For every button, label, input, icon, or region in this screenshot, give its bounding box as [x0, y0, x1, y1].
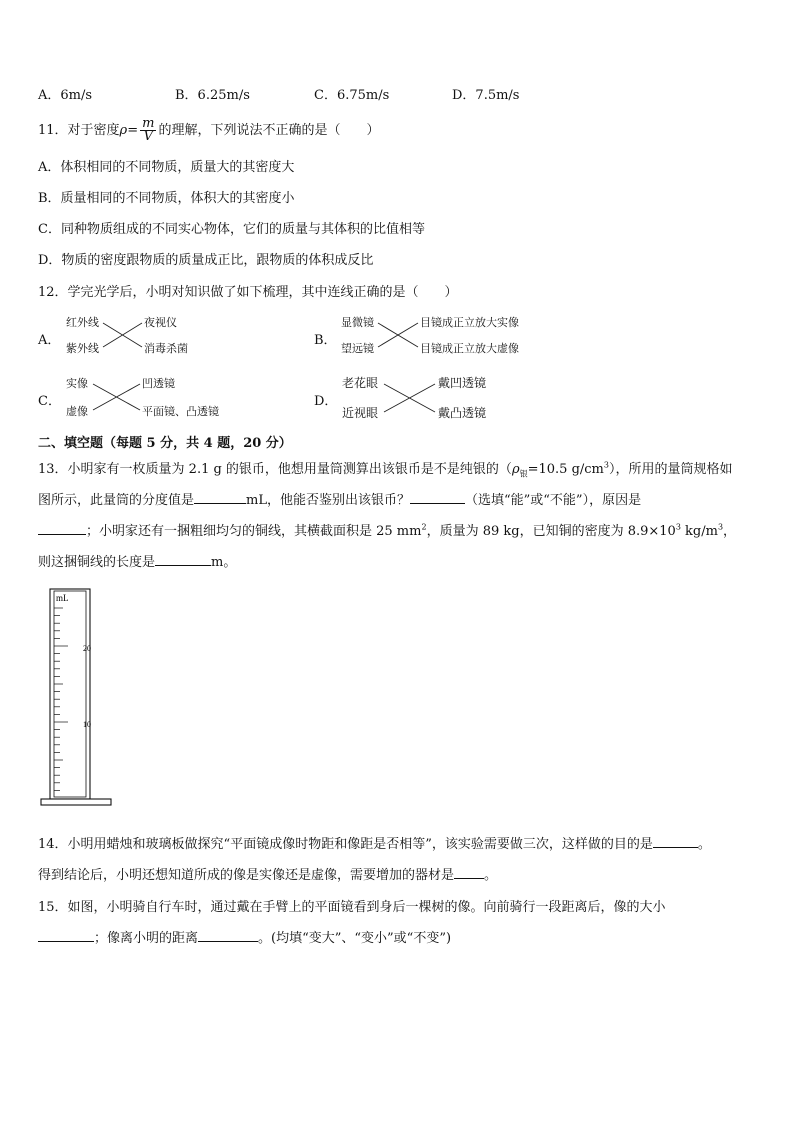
q12-stem: 12．学完光学后，小明对知识做了如下梳理，其中连线正确的是（ ）	[38, 285, 458, 300]
rho-symbol: ρ	[511, 462, 520, 477]
answer-blank[interactable]	[38, 928, 94, 942]
q13-text: kg/m	[680, 524, 718, 539]
cylinder-mark-20: 20	[83, 644, 91, 653]
q13-text: mL，他能否鉴别出该银币？	[246, 493, 410, 508]
q12-a-right-1: 夜视仪	[144, 316, 177, 329]
fraction-numerator: m	[142, 116, 155, 131]
rho-subscript: 银	[519, 469, 528, 479]
q14-line-2	[38, 864, 497, 883]
q11-option-a: A．体积相同的不同物质，质量大的其密度大	[38, 160, 295, 175]
q12-option-b-label: B．	[314, 333, 337, 348]
answer-blank[interactable]	[194, 490, 246, 504]
q12-option-a-label: A．	[38, 333, 61, 348]
q12-d-right-2: 戴凸透镜	[438, 406, 487, 420]
superscript: 2	[421, 522, 427, 532]
q12-c-cross-lines	[66, 375, 246, 419]
q12-d-cross-lines	[342, 374, 522, 420]
q14-text: 得到结论后，小明还想知道所成的像是实像还是虚像，需要增加的器材是	[38, 868, 455, 883]
q14-line-1	[38, 833, 711, 852]
superscript: 3	[717, 522, 724, 532]
q13-text: 图所示，此量筒的分度值是	[38, 493, 195, 508]
q11-option-c: C．同种物质组成的不同实心物体，它们的质量与其体积的比值相等	[38, 222, 425, 237]
q12-a-cross-lines	[66, 314, 226, 358]
q12-option-d-label: D．	[314, 394, 338, 409]
section-title: 二、填空题（每题 5 分，共 4 题，20 分）	[38, 436, 292, 451]
rho-symbol: ρ	[119, 123, 128, 138]
q12-option-b-matching	[341, 314, 541, 358]
q10-option-d: D．7.5m/s	[452, 88, 520, 103]
q12-a-left-1: 红外线	[66, 316, 99, 329]
answer-blank[interactable]	[454, 865, 484, 879]
q14-text: 。	[697, 837, 711, 852]
q13-text: 则这捆铜线的长度是	[38, 555, 156, 570]
q13-text: ，质量为 89 kg，已知铜的密度为 8.9×10	[426, 524, 676, 539]
equals-sign: =	[127, 123, 139, 138]
cylinder-mark-10: 10	[83, 720, 91, 729]
q12-b-cross-lines	[341, 314, 541, 358]
q13-text: ），所用的量筒规格如	[608, 462, 733, 477]
q13-text: ，	[723, 524, 737, 539]
q12-d-left-2: 近视眼	[342, 406, 379, 420]
q13-text: =10.5 g/cm	[527, 462, 604, 477]
cylinder-base	[41, 799, 111, 805]
superscript: 3	[675, 522, 681, 532]
q13-text: （选填“能”或“不能”），原因是	[464, 493, 642, 508]
q11-stem-prefix: 11．对于密度	[38, 123, 120, 138]
density-fraction	[140, 118, 156, 143]
q12-b-left-1: 显微镜	[341, 316, 374, 329]
q12-option-c-matching	[66, 375, 246, 419]
q12-b-right-2: 目镜成正立放大虚像	[420, 342, 519, 355]
q12-c-left-2: 虚像	[66, 405, 88, 418]
q11-option-d: D．物质的密度跟物质的质量成正比，跟物质的体积成反比	[38, 253, 374, 268]
q13-text: 13．小明家有一枚质量为 2.1 g 的银币，他想用量筒测算出该银币是不是纯银的（	[38, 462, 512, 477]
q12-b-left-2: 望远镜	[341, 342, 374, 355]
q10-option-a: A．6m/s	[38, 88, 93, 103]
q12-option-d-matching	[342, 374, 522, 420]
answer-blank[interactable]	[653, 834, 698, 848]
answer-blank[interactable]	[38, 521, 86, 535]
cylinder-unit-label: mL	[56, 593, 69, 603]
answer-blank[interactable]	[155, 552, 211, 566]
q15-line-1: 15．如图，小明骑自行车时，通过戴在手臂上的平面镜看到身后一棵树的像。向前骑行一段距离后，像的大小	[38, 900, 666, 915]
q13-text: ；小明家还有一捆粗细均匀的铜线，其横截面积是 25 mm	[86, 524, 422, 539]
q10-option-b: B．6.25m/s	[175, 88, 250, 103]
q12-c-left-1: 实像	[66, 377, 88, 390]
q13-line-2	[38, 489, 641, 508]
q12-d-right-1: 戴凹透镜	[438, 376, 487, 390]
graduated-cylinder-figure	[38, 585, 118, 811]
q13-text: m。	[211, 555, 237, 570]
q12-a-left-2: 紫外线	[66, 342, 99, 355]
q13-line-4	[38, 551, 236, 570]
q12-b-right-1: 目镜成正立放大实像	[420, 316, 519, 329]
q12-option-c-label: C．	[38, 394, 61, 409]
answer-blank[interactable]	[410, 490, 465, 504]
q14-text: 。	[484, 868, 498, 883]
q15-text: 。(均填“变大”、“变小”或“不变”)	[258, 931, 452, 946]
q12-option-a-matching	[66, 314, 226, 358]
q13-line-1	[38, 458, 732, 480]
q13-line-3	[38, 520, 736, 539]
q12-c-right-2: 平面镜、凸透镜	[142, 405, 219, 418]
fraction-denominator: V	[143, 129, 153, 144]
q14-text: 14．小明用蜡烛和玻璃板做探究“平面镜成像时物距和像距是否相等”，该实验需要做三次，这样做的目的是	[38, 837, 653, 852]
q11-stem-suffix: 的理解，下列说法不正确的是（ ）	[158, 123, 380, 138]
q12-d-left-1: 老花眼	[342, 376, 379, 390]
q10-option-c: C．6.75m/s	[314, 88, 390, 103]
answer-blank[interactable]	[198, 928, 258, 942]
q11-stem	[38, 118, 379, 143]
q15-text: ；像离小明的距离	[94, 931, 199, 946]
q11-option-b: B．质量相同的不同物质，体积大的其密度小	[38, 191, 295, 206]
q12-c-right-1: 凹透镜	[142, 377, 175, 390]
superscript: 3	[603, 460, 609, 470]
q12-a-right-2: 消毒杀菌	[144, 342, 188, 355]
q15-line-2	[38, 927, 451, 946]
